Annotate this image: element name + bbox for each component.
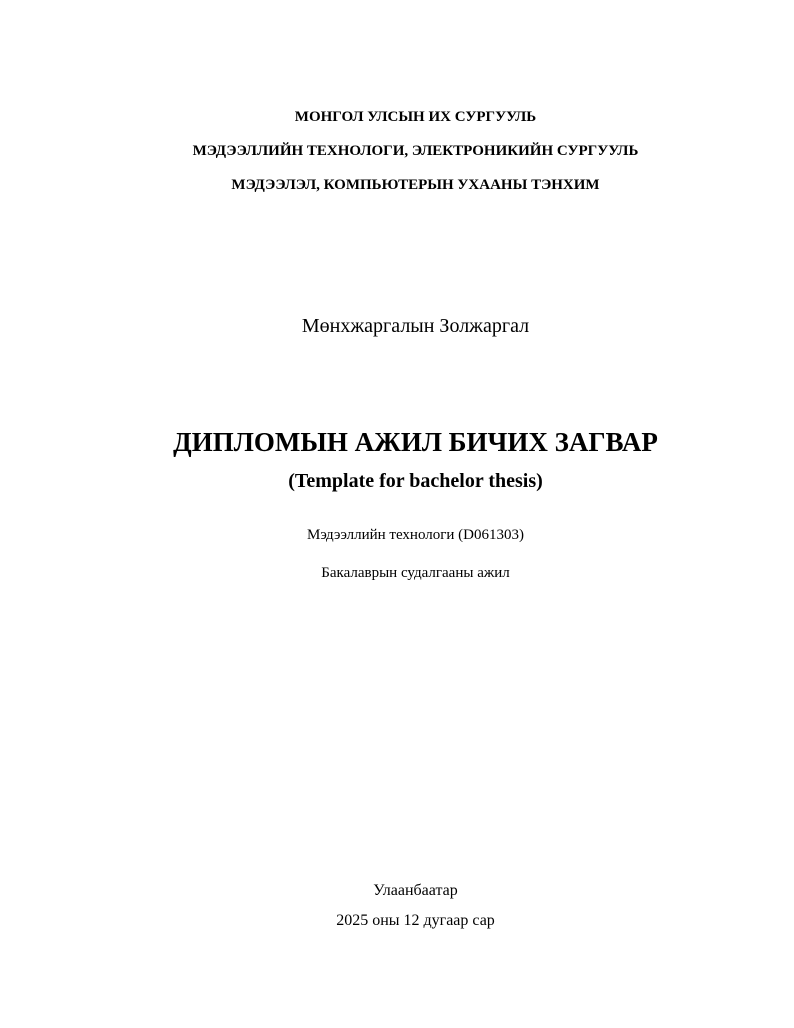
thesis-subtitle: (Template for bachelor thesis) (288, 470, 543, 492)
school-name: МЭДЭЭЛЛИЙН ТЕХНОЛОГИ, ЭЛЕКТРОНИКИЙН СУРГУУЛЬ (192, 143, 639, 159)
author-name: Мөнхжаргалын Золжаргал (301, 315, 530, 337)
city-name: Улаанбаатар (373, 882, 458, 899)
program-name: Мэдээллийн технологи (D061303) (307, 527, 524, 543)
thesis-title: ДИПЛОМЫН АЖИЛ БИЧИХ ЗАГВАР (173, 427, 658, 457)
department-name: МЭДЭЭЛЭЛ, КОМПЬЮТЕРЫН УХААНЫ ТЭНХИМ (231, 177, 600, 193)
program-info (113, 507, 718, 602)
university-name: МОНГОЛ УЛСЫН ИХ СУРГУУЛЬ (294, 109, 537, 125)
work-type: Бакалаврын судалгааны ажил (321, 565, 510, 581)
publication-date: 2025 оны 12 дугаар сар (336, 912, 495, 929)
university-header (113, 92, 718, 211)
